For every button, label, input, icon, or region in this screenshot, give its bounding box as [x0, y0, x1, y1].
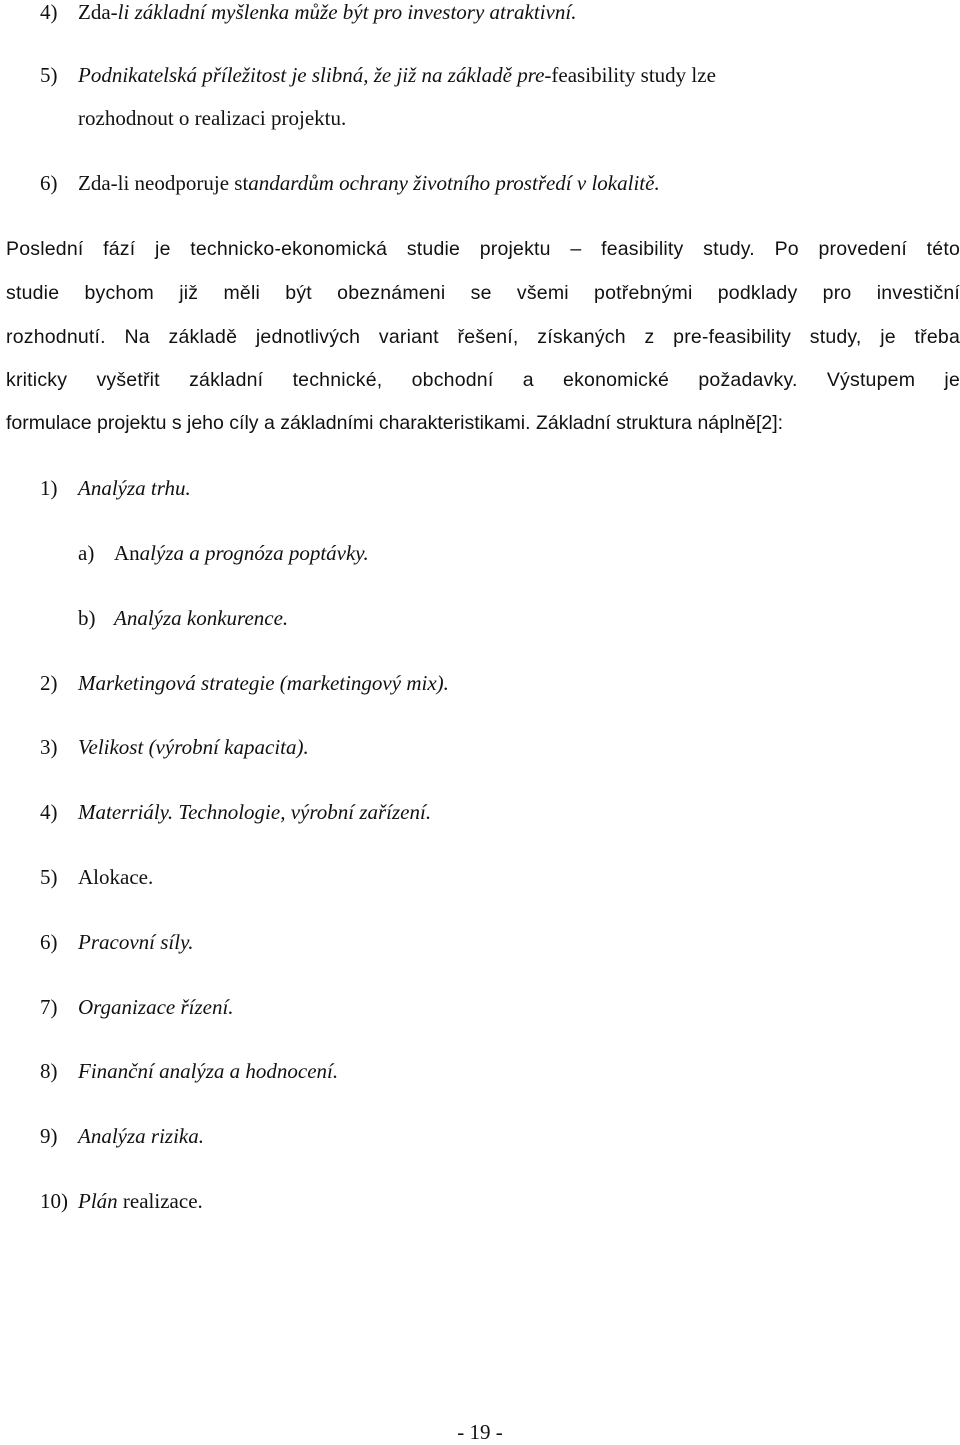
list-letter: a): [78, 541, 95, 565]
structure-item-4: [40, 800, 431, 825]
paragraph-line-3: rozhodnutí. Na základě jednotlivých variant řešení, získaných z pre-feasibility study, je třeba: [6, 326, 960, 348]
list-number: 8): [40, 1059, 58, 1083]
structure-item-2: [40, 671, 449, 696]
list-number: 4): [40, 0, 58, 24]
list-text: Marketingová strategie (marketingový mix).: [78, 671, 449, 695]
structure-item-7: [40, 995, 234, 1020]
list-number: 5): [40, 63, 58, 87]
list-number: 10): [40, 1189, 68, 1213]
list-text: alýza a prognóza poptávky.: [139, 541, 369, 565]
structure-subitem-a: [78, 541, 369, 566]
paragraph-line-5: formulace projektu s jeho cíly a základními charakteristikami. Základní struktura náplně[2]:: [6, 412, 784, 434]
structure-item-6: [40, 930, 193, 955]
structure-item-8: [40, 1059, 338, 1084]
list-text: Organizace řízení.: [78, 995, 234, 1019]
list-number: 1): [40, 476, 58, 500]
list-text: Velikost (výrobní kapacita).: [78, 735, 309, 759]
list-text: Analýza rizika.: [78, 1124, 204, 1148]
list-text: Analýza konkurence.: [114, 606, 289, 630]
list-number: 6): [40, 171, 58, 195]
list-text: Analýza trhu.: [78, 476, 191, 500]
list-number: 5): [40, 865, 58, 889]
list-text: Finanční analýza a hodnocení.: [78, 1059, 339, 1083]
structure-subitem-b: [78, 606, 288, 631]
page-number: - 19 -: [457, 1420, 503, 1444]
list-text-italic: li základní myšlenka může být pro investory atraktivní.: [117, 0, 577, 24]
list-item-5: [40, 63, 960, 88]
list-number: 4): [40, 800, 58, 824]
list-number: 9): [40, 1124, 58, 1148]
paragraph-line-1: Poslední fází je technicko-ekonomická studie projektu – feasibility study. Po provedení této: [6, 238, 960, 260]
structure-item-10: [40, 1189, 203, 1214]
list-text: Zda-li neodporuje st: [78, 171, 249, 195]
paragraph-line-2: studie bychom již měli být obeznámeni se všemi potřebnými podklady pro investiční: [6, 282, 960, 304]
list-text: Materriály. Technologie, výrobní zařízení.: [78, 800, 432, 824]
list-item-4: [40, 0, 576, 25]
list-text-italic: Podnikatelská příležitost je slibná, že již na základě pre-: [78, 63, 552, 87]
list-item-5-continuation: rozhodnout o realizaci projektu.: [78, 106, 347, 130]
list-text-italic: andardům ochrany životního prostředí v lokalitě.: [248, 171, 660, 195]
list-text: feasibility study lze: [551, 63, 716, 87]
list-number: 2): [40, 671, 58, 695]
list-letter: b): [78, 606, 96, 630]
structure-item-9: [40, 1124, 204, 1149]
list-text: Alokace.: [78, 865, 154, 889]
structure-item-5: [40, 865, 153, 890]
list-text: realizace.: [117, 1189, 203, 1213]
list-text-italic: Plán: [78, 1189, 118, 1213]
structure-item-3: [40, 735, 309, 760]
list-text: Pracovní síly.: [78, 930, 194, 954]
list-text: Zda-: [78, 0, 118, 24]
structure-item-1: [40, 476, 191, 501]
paragraph-line-4: kriticky vyšetřit základní technické, obchodní a ekonomické požadavky. Výstupem je: [6, 369, 960, 391]
list-number: 3): [40, 735, 58, 759]
list-number: 6): [40, 930, 58, 954]
list-text-prefix: An: [114, 541, 140, 565]
list-item-6: [40, 171, 660, 196]
list-number: 7): [40, 995, 58, 1019]
